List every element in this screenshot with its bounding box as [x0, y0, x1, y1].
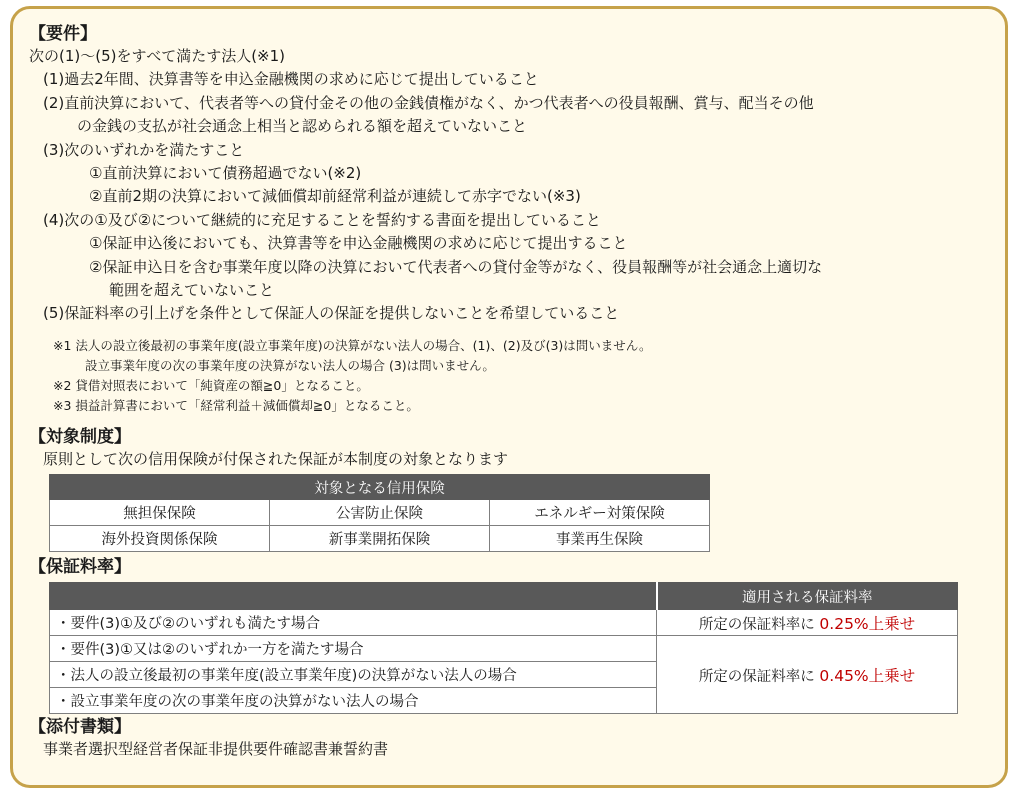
table-cell: 新事業開拓保険 [270, 526, 490, 552]
fee-condition: ・設立事業年度の次の事業年度の決算がない法人の場合 [50, 688, 657, 714]
requirement-item-5: (5)保証料率の引上げを条件として保証人の保証を提供しないことを希望していること [43, 304, 620, 323]
fee-table-header-blank [50, 583, 657, 610]
fee-rate-prefix: 所定の保証料率に [698, 668, 815, 685]
note-1-continued: 設立事業年度の次の事業年度の決算がない法人の場合 (3)は問いません。 [85, 357, 495, 373]
requirement-item-2-continued: の金銭の支払が社会通念上相当と認められる額を超えていないこと [77, 117, 528, 136]
fee-rate-cell [657, 636, 958, 714]
requirement-item-3-sub-1: ①直前決算において債務超過でない(※2) [89, 164, 362, 183]
requirement-item-3-sub-2: ②直前2期の決算において減価償却前経常利益が連続して赤字でない(※3) [89, 187, 581, 206]
table-cell: 海外投資関係保険 [50, 526, 270, 552]
guarantee-fee-heading: 【保証料率】 [29, 557, 131, 578]
table-row [50, 526, 710, 552]
note-2: ※2 貸借対照表において「純資産の額≧0」となること。 [53, 377, 369, 393]
fee-condition: ・要件(3)①及び②のいずれも満たす場合 [50, 610, 657, 636]
guarantee-fee-table [49, 582, 958, 714]
table-cell: 公害防止保険 [270, 500, 490, 526]
fee-rate-prefix: 所定の保証料率に [698, 616, 815, 633]
fee-condition: ・要件(3)①又は②のいずれか一方を満たす場合 [50, 636, 657, 662]
attachments-heading: 【添付書類】 [29, 717, 131, 738]
requirements-intro: 次の(1)～(5)をすべて満たす法人(※1) [29, 47, 286, 65]
fee-rate-value: 0.45%上乗せ [819, 666, 916, 685]
fee-condition: ・法人の設立後最初の事業年度(設立事業年度)の決算がない法人の場合 [50, 662, 657, 688]
table-row [50, 500, 710, 526]
table-cell: エネルギー対策保険 [490, 500, 710, 526]
target-system-heading: 【対象制度】 [29, 426, 131, 447]
requirement-item-3: (3)次のいずれかを満たすこと [43, 140, 245, 159]
requirement-item-1: (1)過去2年間、決算書等を申込金融機関の求めに応じて提出していること [43, 70, 539, 89]
requirements-heading: 【要件】 [29, 24, 97, 44]
fee-rate-value: 0.25%上乗せ [819, 614, 916, 633]
target-insurance-table-header: 対象となる信用保険 [50, 475, 710, 500]
document-content [29, 23, 989, 762]
requirement-item-2: (2)直前決算において、代表者等への貸付金その他の金銭債権がなく、かつ代表者への役員報酬、賞与、配当その他 [43, 93, 814, 112]
document-frame [10, 6, 1008, 788]
table-row [50, 610, 958, 636]
note-3: ※3 損益計算書において「経常利益＋減価償却≧0」となること。 [53, 397, 419, 413]
attachment-item: 事業者選択型経営者保証非提供要件確認書兼誓約書 [43, 740, 389, 759]
fee-table-header-rate: 適用される保証料率 [657, 583, 958, 610]
requirement-item-4-sub-2: ②保証申込日を含む事業年度以降の決算において代表者への貸付金等がなく、役員報酬等が社会通念上適切な [89, 257, 823, 276]
requirement-item-4-sub-2-continued: 範囲を超えていないこと [109, 281, 275, 300]
requirement-item-4: (4)次の①及び②について継続的に充足することを誓約する書面を提出していること [43, 210, 601, 229]
table-cell: 事業再生保険 [490, 526, 710, 552]
table-row [50, 636, 958, 662]
target-system-description: 原則として次の信用保険が付保された保証が本制度の対象となります [43, 449, 509, 468]
note-1: ※1 法人の設立後最初の事業年度(設立事業年度)の決算がない法人の場合、(1)、(2)及び(3)は問いません。 [53, 337, 652, 353]
requirement-item-4-sub-1: ①保証申込後においても、決算書等を申込金融機関の求めに応じて提出すること [89, 234, 628, 253]
target-insurance-table [49, 474, 710, 552]
table-cell: 無担保保険 [50, 500, 270, 526]
fee-rate-cell [657, 610, 958, 636]
